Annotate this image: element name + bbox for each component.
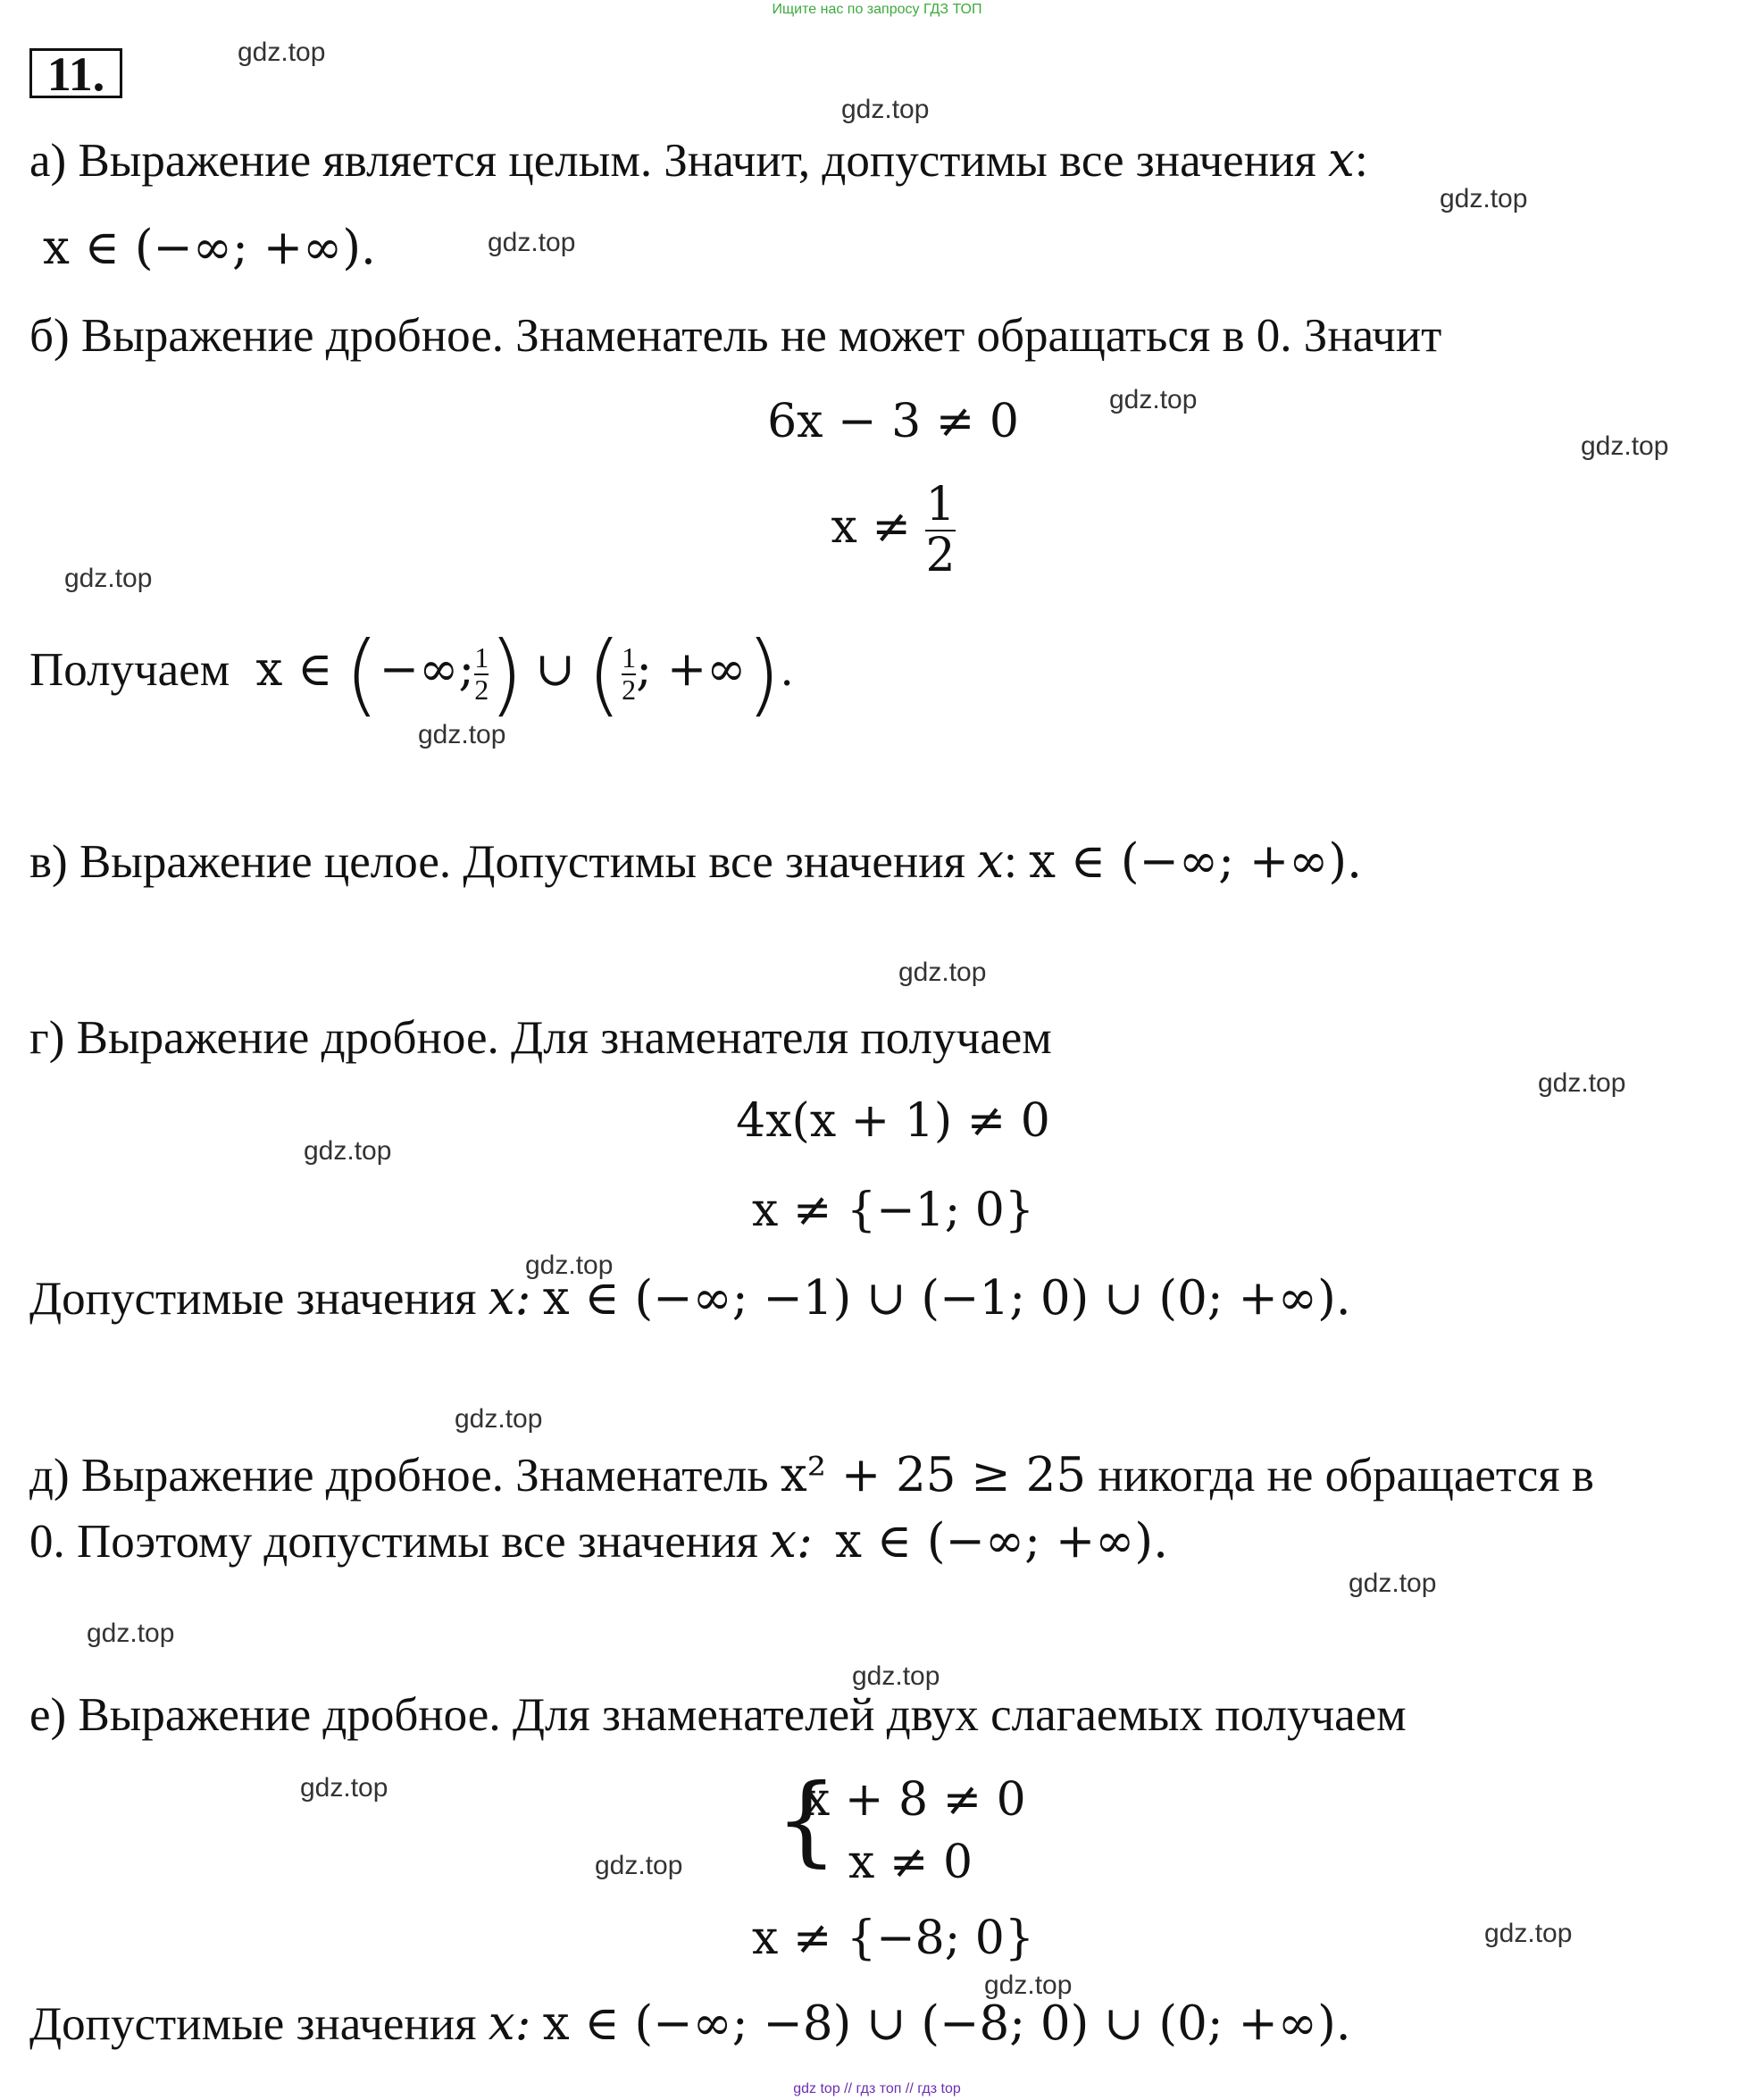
part-b-result-lead: Получаем xyxy=(29,644,230,696)
bottom-separator: // xyxy=(844,2081,853,2096)
part-b-eq1: 6x − 3 ≠ 0 xyxy=(767,395,1019,448)
part-d-line2-text: 0. Поэтому допустимы все значения xyxy=(29,1516,758,1568)
part-b-statement xyxy=(29,309,1441,363)
part-b-label: б) xyxy=(29,310,70,362)
part-d-statement xyxy=(29,1449,1594,1502)
part-b-inf-right: ; +∞ xyxy=(636,642,747,697)
watermark: gdz.top xyxy=(984,1970,1073,2000)
bottom-link[interactable]: gdz top xyxy=(793,2081,840,2096)
watermark: gdz.top xyxy=(1581,431,1669,461)
part-g-text: Выражение дробное. Для знаменателя получаем xyxy=(76,1012,1052,1064)
part-e-sys1: x + 8 ≠ 0 xyxy=(804,1773,1026,1827)
right-paren: ) xyxy=(746,621,781,726)
part-e-eq: x ≠ {−8; 0} xyxy=(752,1912,1034,1965)
part-v-answer: x ∈ (−∞; +∞). xyxy=(1029,834,1362,889)
part-e-statement xyxy=(29,1688,1407,1742)
part-v-var: x xyxy=(977,834,1005,889)
part-b-eq2 xyxy=(679,478,1107,582)
part-b-text: Выражение дробное. Знаменатель не может обращаться в 0. Значит xyxy=(80,310,1442,362)
watermark: gdz.top xyxy=(304,1136,392,1166)
part-g-result xyxy=(29,1272,1351,1326)
bottom-link[interactable]: гдз топ xyxy=(856,2081,902,2096)
part-v-text: Выражение целое. Допустимы все значения xyxy=(79,836,965,888)
part-d-text2: никогда не обращается в xyxy=(1098,1450,1594,1502)
part-e-result xyxy=(29,1997,1351,2051)
part-g-label: г) xyxy=(29,1012,65,1064)
watermark: gdz.top xyxy=(418,720,506,749)
part-d-expr: x² + 25 ≥ 25 xyxy=(780,1448,1087,1502)
watermark: gdz.top xyxy=(1440,184,1528,213)
part-a-answer-expr: x ∈ (−∞; +∞). xyxy=(43,221,376,275)
fraction-numerator: 1 xyxy=(925,478,956,531)
right-paren: ) xyxy=(489,621,524,726)
fraction-denominator: 2 xyxy=(622,673,637,706)
fraction-numerator: 1 xyxy=(622,641,637,674)
part-b-inf-left: −∞; xyxy=(379,642,475,697)
part-g-result-var: x: xyxy=(488,1271,531,1326)
part-b-eq2-lhs: x ≠ xyxy=(831,500,911,555)
part-e-result-answer: x ∈ (−∞; −8) ∪ (−8; 0) ∪ (0; +∞). xyxy=(542,1996,1351,2051)
watermark: gdz.top xyxy=(488,228,576,257)
system-brace: { xyxy=(775,1762,838,1877)
watermark: gdz.top xyxy=(841,95,930,124)
part-g-eq2: x ≠ {−1; 0} xyxy=(752,1184,1034,1237)
part-a-text: Выражение является целым. Значит, допустимы все значения xyxy=(78,135,1316,187)
watermark: gdz.top xyxy=(595,1851,683,1880)
left-paren: ( xyxy=(587,621,622,726)
left-paren: ( xyxy=(344,621,380,726)
part-b-result xyxy=(29,621,793,726)
part-d-label: д) xyxy=(29,1450,70,1502)
watermark: gdz.top xyxy=(64,564,153,593)
part-g-result-lead: Допустимые значения xyxy=(29,1273,477,1325)
part-b-eq2-fraction xyxy=(925,478,956,582)
watermark: gdz.top xyxy=(300,1773,388,1803)
watermark: gdz.top xyxy=(1109,385,1198,414)
part-v-label: в) xyxy=(29,836,68,888)
part-d-text1: Выражение дробное. Знаменатель xyxy=(80,1450,769,1502)
part-a-answer xyxy=(43,222,376,275)
watermark: gdz.top xyxy=(1349,1569,1437,1598)
part-a-label: а) xyxy=(29,135,67,187)
part-d-answer: x ∈ (−∞; +∞). xyxy=(835,1514,1168,1569)
part-a-colon: : xyxy=(1354,135,1368,187)
fraction-numerator: 1 xyxy=(474,641,489,674)
part-a-statement xyxy=(29,134,1368,188)
watermark: gdz.top xyxy=(238,38,326,67)
part-e-result-var: x: xyxy=(488,1996,531,2051)
part-b-small-fraction xyxy=(474,643,489,705)
part-e-text: Выражение дробное. Для знаменателей двух слагаемых получаем xyxy=(78,1689,1407,1741)
fraction-denominator: 2 xyxy=(474,673,489,706)
part-d-line2 xyxy=(29,1515,1168,1569)
bottom-links xyxy=(0,2081,1754,2097)
part-b-result-end: . xyxy=(781,644,793,696)
watermark: gdz.top xyxy=(87,1619,175,1648)
watermark: gdz.top xyxy=(1538,1068,1626,1098)
bottom-separator: // xyxy=(905,2081,914,2096)
watermark: gdz.top xyxy=(525,1251,614,1280)
part-g-eq1: 4x(x + 1) ≠ 0 xyxy=(736,1094,1050,1148)
part-v-colon: : xyxy=(1004,836,1017,888)
part-g-result-answer: x ∈ (−∞; −1) ∪ (−1; 0) ∪ (0; +∞). xyxy=(542,1271,1351,1326)
part-v-statement xyxy=(29,835,1362,889)
watermark: gdz.top xyxy=(1484,1919,1573,1948)
fraction-denominator: 2 xyxy=(925,528,956,582)
watermark: gdz.top xyxy=(455,1404,543,1434)
part-e-result-lead: Допустимые значения xyxy=(29,1998,477,2050)
watermark: gdz.top xyxy=(898,958,987,987)
top-banner: Ищите нас по запросу ГДЗ ТОП xyxy=(772,2,982,17)
bottom-link[interactable]: гдз top xyxy=(917,2081,961,2096)
part-g-statement xyxy=(29,1011,1052,1065)
problem-number: 11. xyxy=(29,48,122,98)
part-e-label: е) xyxy=(29,1689,67,1741)
part-e-sys2: x ≠ 0 xyxy=(848,1836,973,1889)
part-b-result-x: x ∈ xyxy=(255,642,333,697)
part-d-line2-var: x: xyxy=(770,1514,813,1569)
part-a-var: x xyxy=(1328,133,1355,188)
watermark: gdz.top xyxy=(852,1661,940,1691)
part-b-union: ∪ xyxy=(535,642,575,697)
part-b-small-fraction-2 xyxy=(622,643,636,705)
